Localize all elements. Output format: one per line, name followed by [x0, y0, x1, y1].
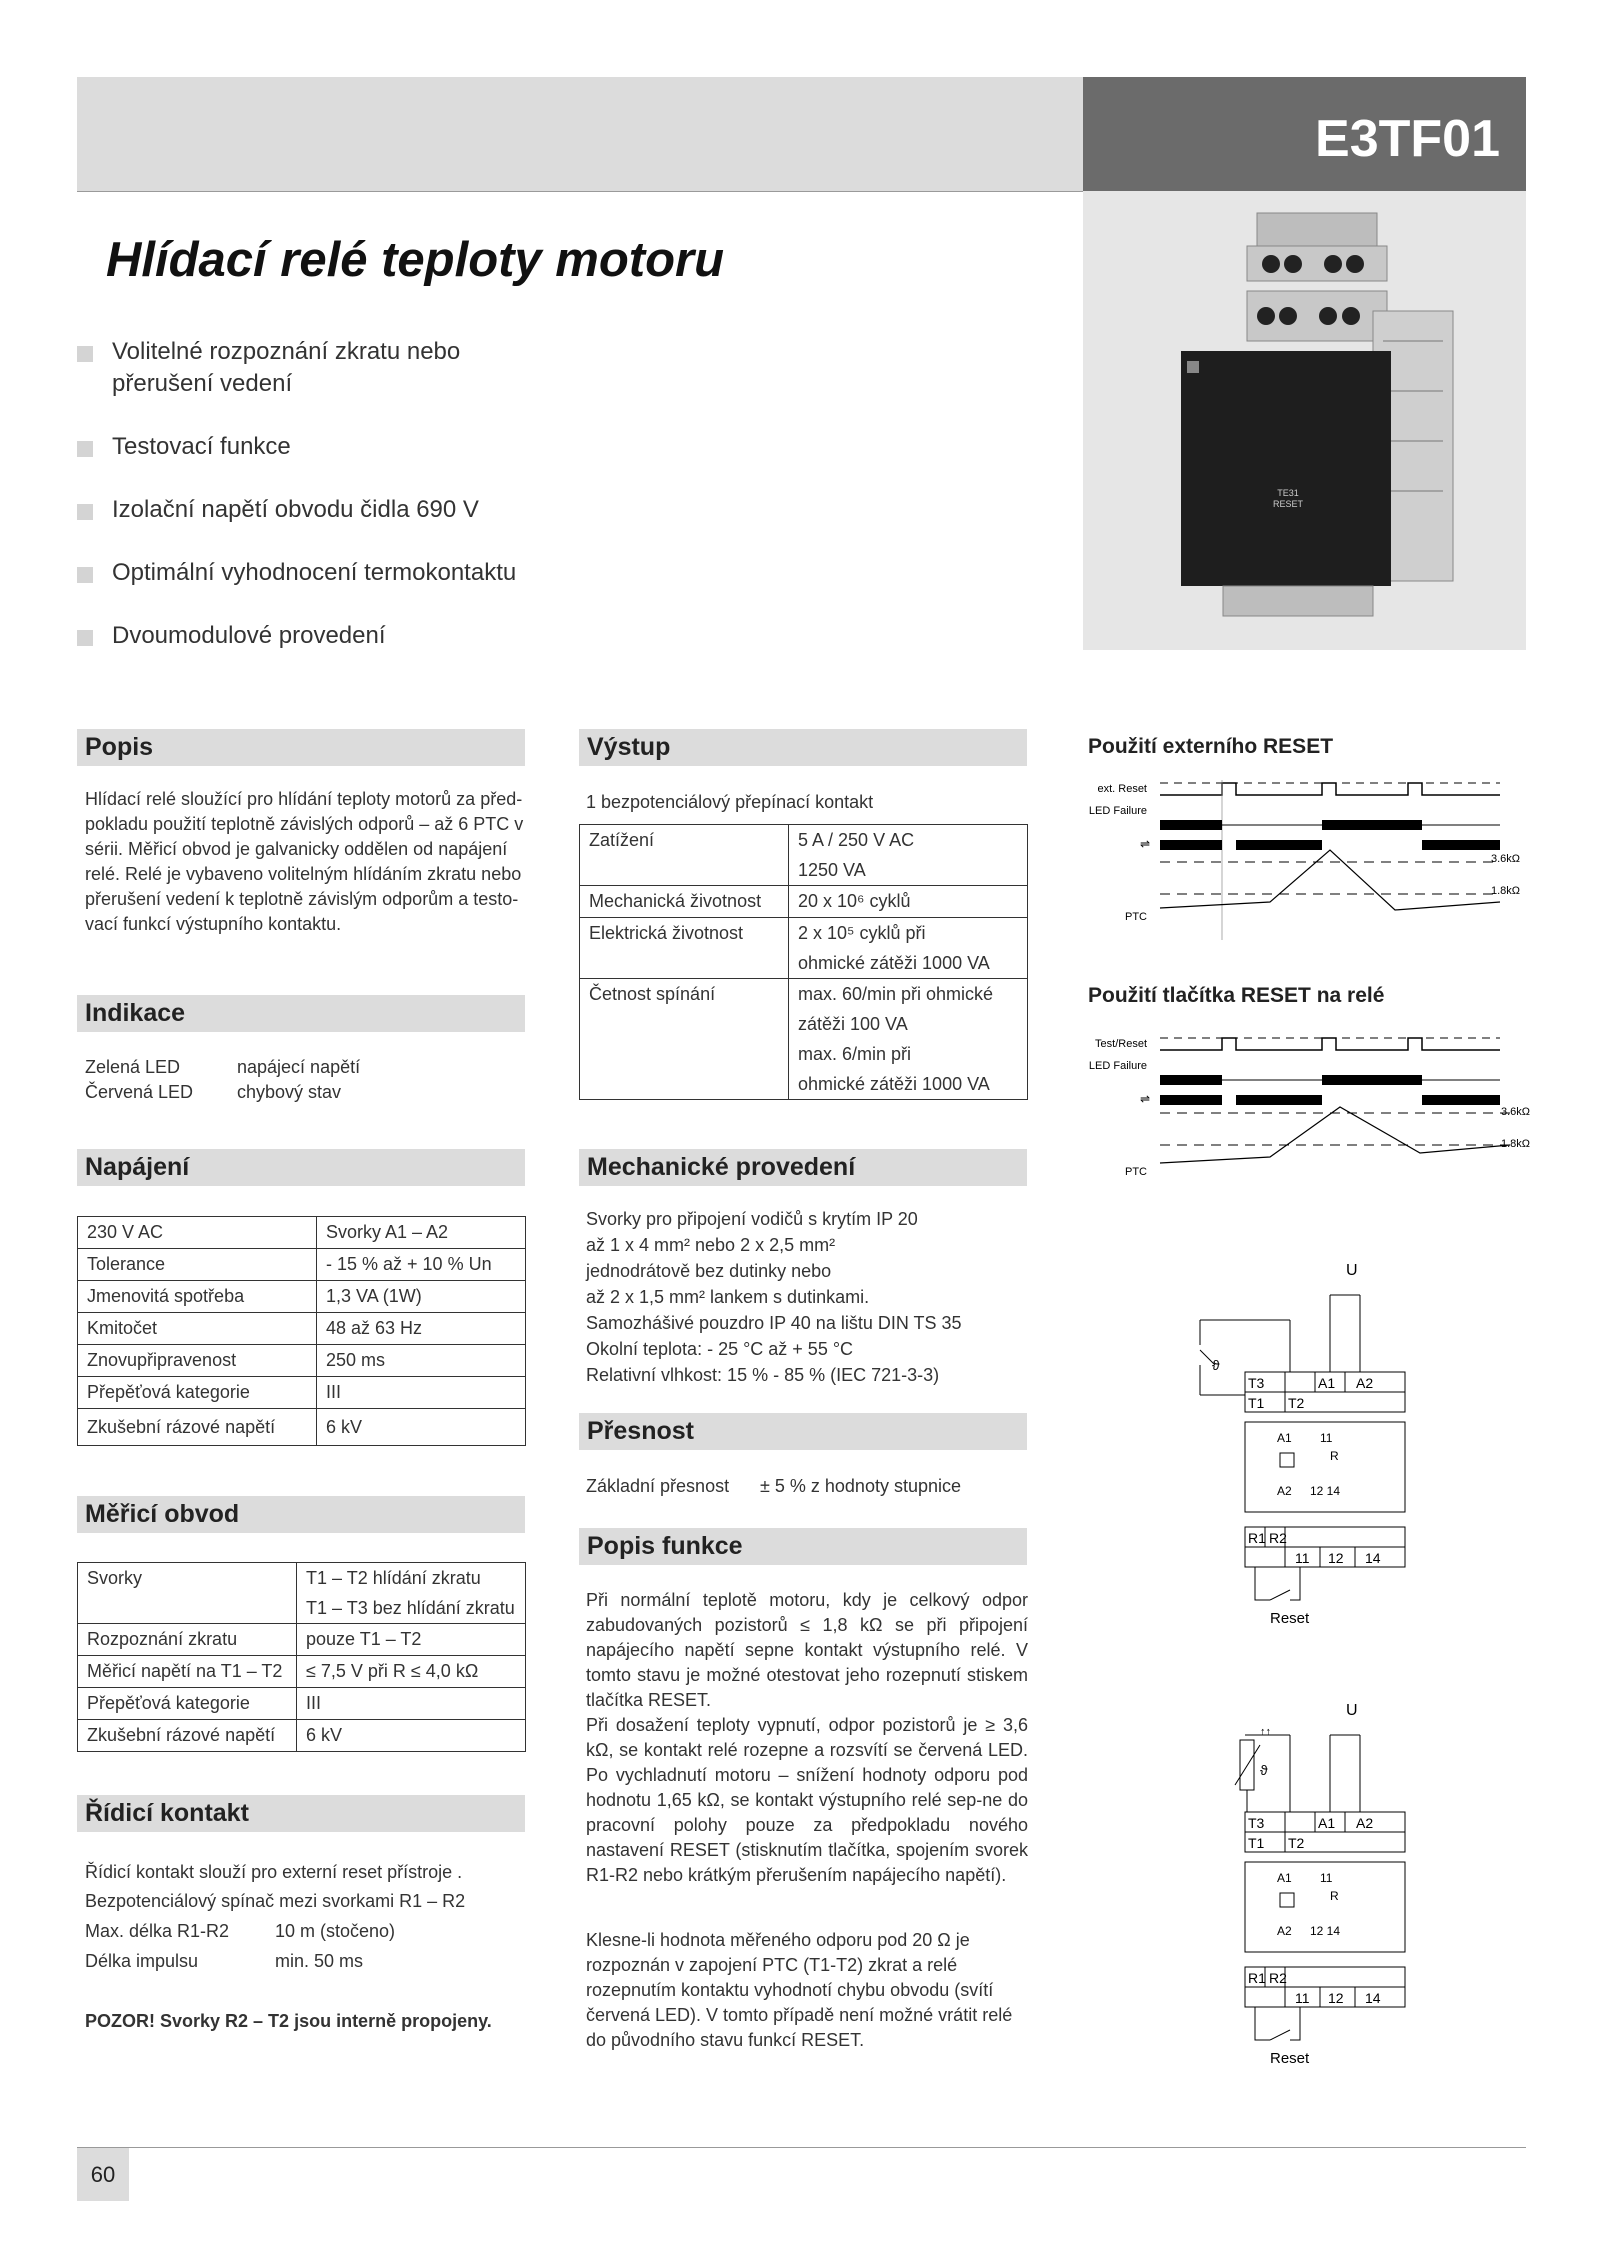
wiring-label: A2: [1356, 1375, 1374, 1391]
wiring-label: R1: [1248, 1530, 1266, 1546]
wiring-label: 12 14: [1310, 1484, 1341, 1498]
relay-device-illustration: [1083, 191, 1526, 650]
table-row: [78, 1345, 526, 1377]
table-cell-value: 2 x 10⁵ cyklů při ohmické zátěži 1000 VA: [789, 918, 1028, 979]
table-cell-value: 48 až 63 Hz: [317, 1313, 526, 1345]
wiring-label: 11: [1320, 1431, 1333, 1445]
table-row: [78, 1313, 526, 1345]
indikace-value: napájecí napětí: [237, 1057, 361, 1077]
section-heading-merici: Měřicí obvod: [77, 1496, 525, 1533]
table-cell-label: Zatížení: [580, 825, 789, 886]
diagram-label: 1.8kΩ: [1500, 1138, 1530, 1150]
table-cell-label: Elektrická životnost: [580, 918, 789, 979]
indikace-label: Zelená LED: [85, 1057, 181, 1077]
wiring-label: R2: [1269, 1970, 1287, 1986]
table-cell-label: Přepěťová kategorie: [78, 1377, 317, 1409]
presnost-value: ± 5 % z hodnoty stupnice: [760, 1476, 961, 1496]
wiring-label: A2: [1277, 1924, 1292, 1938]
table-cell-label: Jmenovitá spotřeba: [78, 1281, 317, 1313]
indikace-label: Červená LED: [85, 1082, 194, 1102]
table-cell-label: Rozpoznání zkratu: [78, 1624, 297, 1656]
wiring-label: T3: [1248, 1815, 1265, 1831]
table-row: [78, 1249, 526, 1281]
table-cell-value: - 15 % až + 10 % Un: [317, 1249, 526, 1281]
diagram-label: PTC: [1125, 911, 1147, 923]
svg-text:⇌: ⇌: [1139, 1092, 1150, 1106]
wiring-label: A2: [1277, 1484, 1292, 1498]
wiring-label: 14: [1365, 1990, 1381, 2006]
table-cell-label: Přepěťová kategorie: [78, 1688, 297, 1720]
table-cell-label: Znovupřipravenost: [78, 1345, 317, 1377]
feature-item: Optimální vyhodnocení termokontaktu: [77, 557, 717, 589]
section-heading-mechanicke: Mechanické provedení: [579, 1149, 1027, 1186]
diagram2-title: Použití tlačítka RESET na relé: [1088, 984, 1385, 1007]
feature-item: Volitelné rozpoznání zkratu nebo přerušení vedení: [77, 336, 532, 400]
svg-text:ϑ: ϑ: [1260, 1762, 1268, 1778]
svg-text:ϑ: ϑ: [1212, 1357, 1220, 1373]
wiring-label: A1: [1318, 1375, 1336, 1391]
ridici-label: Délka impulsu: [85, 1951, 199, 1971]
ridici-line: Bezpotenciálový spínač mezi svorkami R1 – R2: [85, 1891, 466, 1911]
wiring-label: 11: [1295, 1990, 1310, 2006]
table-cell-value: pouze T1 – T2: [297, 1624, 526, 1656]
table-cell-label: 230 V AC: [78, 1217, 317, 1249]
diagram-label: PTC: [1125, 1166, 1147, 1178]
feature-item: Testovací funkce: [77, 431, 717, 463]
table-cell-label: Tolerance: [78, 1249, 317, 1281]
table-row: [78, 1409, 526, 1446]
diagram-label: 3.6kΩ: [1490, 853, 1520, 865]
feature-list: [77, 336, 717, 683]
product-photo-panel: [1083, 191, 1526, 650]
table-row: [78, 1377, 526, 1409]
wiring-label: T3: [1248, 1375, 1265, 1391]
wiring-diagram-ptc: [1190, 1255, 1430, 1675]
section-heading-popis: Popis: [77, 729, 525, 766]
device-label-2: RESET: [1272, 499, 1304, 509]
wiring-label: R2: [1269, 1530, 1287, 1546]
popis-text: Hlídací relé sloužící pro hlídání teploty motorů za před-pokladu použití teplotně závislých odporů – až 6 PTC v sérii. Měřicí obvod je galvanicky oddělen od napájení relé. Relé je vybaveno volitelným hlídáním zkratu nebo přerušení vedení k teplotně závislým odporům a testo-vací funkcí výstupního kontaktu.: [85, 789, 524, 934]
vystup-table: [579, 824, 1028, 1100]
diagram-label: ext. Reset: [1097, 783, 1147, 795]
table-row: [78, 1217, 526, 1249]
wiring-label: A1: [1277, 1431, 1292, 1445]
page-title: Hlídací relé teploty motoru: [106, 233, 725, 287]
table-row: [78, 1563, 526, 1624]
wiring-diagram-ptc-2: [1190, 1695, 1430, 2115]
table-row: [580, 825, 1028, 886]
timing-diagram-button-reset: [1070, 1025, 1550, 1195]
table-cell-value: max. 60/min při ohmické zátěži 100 VA max. 6/min při ohmické zátěži 1000 VA: [789, 979, 1028, 1100]
page-number: 60: [77, 2148, 129, 2201]
popis-funkce-p3: Klesne-li hodnota měřeného odporu pod 20 Ω je rozpoznán v zapojení PTC (T1-T2) zkrat a relé rozepnutím kontaktu vyhodnotí chybu obvodu (svítí červená LED). V tomto případě není možné vrátit relé do původního stavu funkcí RESET.: [586, 1930, 1013, 2050]
feature-item: Izolační napětí obvodu čidla 690 V: [77, 494, 717, 526]
wiring-label: U: [1346, 1262, 1358, 1279]
table-cell-value: 6 kV: [297, 1720, 526, 1752]
wiring-label: 12: [1328, 1990, 1344, 2006]
table-row: [580, 918, 1028, 979]
wiring-label: A2: [1356, 1815, 1374, 1831]
wiring-label: A1: [1277, 1871, 1292, 1885]
table-cell-value: ≤ 7,5 V při R ≤ 4,0 kΩ: [297, 1656, 526, 1688]
wiring-label: 12: [1328, 1550, 1344, 1566]
diagram-label: 1.8kΩ: [1490, 885, 1520, 897]
table-cell-label: Svorky: [78, 1563, 297, 1624]
table-row: [580, 886, 1028, 918]
presnost-label: Základní přesnost: [586, 1476, 730, 1496]
wiring-label: T2: [1288, 1835, 1305, 1851]
wiring-label: R: [1330, 1889, 1339, 1903]
table-cell-value: 20 x 10⁶ cyklů: [789, 886, 1028, 918]
wiring-label: 11: [1320, 1871, 1333, 1885]
table-cell-label: Měřicí napětí na T1 – T2: [78, 1656, 297, 1688]
timing-diagram-external-reset: [1070, 770, 1550, 940]
table-cell-label: Zkušební rázové napětí: [78, 1720, 297, 1752]
table-row: [580, 979, 1028, 1100]
product-code: E3TF01: [1083, 77, 1526, 191]
wiring-label: Reset: [1270, 2050, 1310, 2067]
table-cell-value: Svorky A1 – A2: [317, 1217, 526, 1249]
ridici-line: Řídicí kontakt slouží pro externí reset přístroje .: [85, 1862, 463, 1882]
wiring-label: Reset: [1270, 1610, 1310, 1627]
table-row: [78, 1656, 526, 1688]
table-row: [78, 1688, 526, 1720]
ridici-label: Max. délka R1-R2: [85, 1921, 230, 1941]
wiring-label: U: [1346, 1702, 1358, 1719]
wiring-label: 12 14: [1310, 1924, 1341, 1938]
popis-funkce-p1: Při normální teplotě motoru, kdy je celkový odpor zabudovaných pozistorů ≤ 1,8 kΩ se při připojení napájecího napětí sepne kontakt výstupního relé. V tomto stavu je možné otestovat jeho rozepnutí stiskem tlačítka RESET.: [586, 1590, 1028, 1710]
wiring-label: T2: [1288, 1395, 1305, 1411]
diagram-label: 3.6kΩ: [1500, 1106, 1530, 1118]
svg-text:⇌: ⇌: [1139, 837, 1150, 851]
footer-divider: [77, 2147, 1526, 2148]
ridici-value: min. 50 ms: [275, 1951, 364, 1971]
table-cell-value: 6 kV: [317, 1409, 526, 1446]
section-heading-ridici: Řídicí kontakt: [77, 1795, 525, 1832]
popis-funkce-p2: Při dosažení teploty vypnutí, odpor pozistorů je ≥ 3,6 kΩ, se kontakt relé rozepne a rozsvítí se červená LED. Po vychladnutí motoru – snížení hodnoty odporu pod hodnotu 1,65 kΩ, se kontakt výstupního relé sep-ne do pracovní polohy pouze za předpokladu nového nastavení RESET (stisknutím tlačítka, spojením svorek R1-R2 nebo krátkým přerušením napájecího napětí).: [586, 1715, 1028, 1885]
section-heading-vystup: Výstup: [579, 729, 1027, 766]
diagram1-title: Použití externího RESET: [1088, 735, 1334, 758]
indikace-value: chybový stav: [237, 1082, 342, 1102]
wiring-label: R: [1330, 1449, 1339, 1463]
ridici-warning: POZOR! Svorky R2 – T2 jsou interně propojeny.: [85, 2011, 492, 2031]
table-cell-label: Mechanická životnost: [580, 886, 789, 918]
wiring-label: T1: [1248, 1395, 1265, 1411]
table-cell-label: Kmitočet: [78, 1313, 317, 1345]
diagram-label: LED Failure: [1088, 805, 1147, 817]
svg-text:↑↑: ↑↑: [1260, 1726, 1271, 1738]
napajeni-table: [77, 1216, 526, 1446]
table-cell-value: III: [297, 1688, 526, 1720]
table-cell-label: Zkušební rázové napětí: [78, 1409, 317, 1446]
section-heading-popis-funkce: Popis funkce: [579, 1528, 1027, 1565]
table-cell-value: T1 – T2 hlídání zkratu T1 – T3 bez hlídání zkratu: [297, 1563, 526, 1624]
wiring-label: 14: [1365, 1550, 1381, 1566]
section-heading-indikace: Indikace: [77, 995, 525, 1032]
table-cell-value: 1,3 VA (1W): [317, 1281, 526, 1313]
vystup-intro: 1 bezpotenciálový přepínací kontakt: [586, 792, 874, 812]
ridici-value: 10 m (stočeno): [275, 1921, 396, 1941]
section-heading-presnost: Přesnost: [579, 1413, 1027, 1450]
wiring-label: R1: [1248, 1970, 1266, 1986]
wiring-label: T1: [1248, 1835, 1265, 1851]
header-bar: [77, 77, 1083, 192]
table-cell-value: III: [317, 1377, 526, 1409]
table-row: [78, 1281, 526, 1313]
feature-item: Dvoumodulové provedení: [77, 620, 717, 652]
table-cell-label: Četnost spínání: [580, 979, 789, 1100]
diagram-label: Test/Reset: [1095, 1038, 1147, 1050]
device-label-1: TE31: [1277, 488, 1299, 498]
wiring-label: A1: [1318, 1815, 1336, 1831]
wiring-label: 11: [1295, 1550, 1310, 1566]
diagram-label: LED Failure: [1088, 1060, 1147, 1072]
table-row: [78, 1624, 526, 1656]
table-cell-value: 250 ms: [317, 1345, 526, 1377]
merici-table: [77, 1562, 526, 1752]
table-cell-value: 5 A / 250 V AC 1250 VA: [789, 825, 1028, 886]
table-row: [78, 1720, 526, 1752]
section-heading-napajeni: Napájení: [77, 1149, 525, 1186]
mechanicke-text: Svorky pro připojení vodičů s krytím IP 20 až 1 x 4 mm² nebo 2 x 2,5 mm² jednodrátově bez dutinky nebo až 2 x 1,5 mm² lankem s dutinkami. Samozhášivé pouzdro IP 40 na lištu DIN TS 35 Okolní teplota: - 25 °C až + 55 °C Relativní vlhkost: 15 % - 85 % (IEC 721-3-3): [586, 1209, 962, 1385]
